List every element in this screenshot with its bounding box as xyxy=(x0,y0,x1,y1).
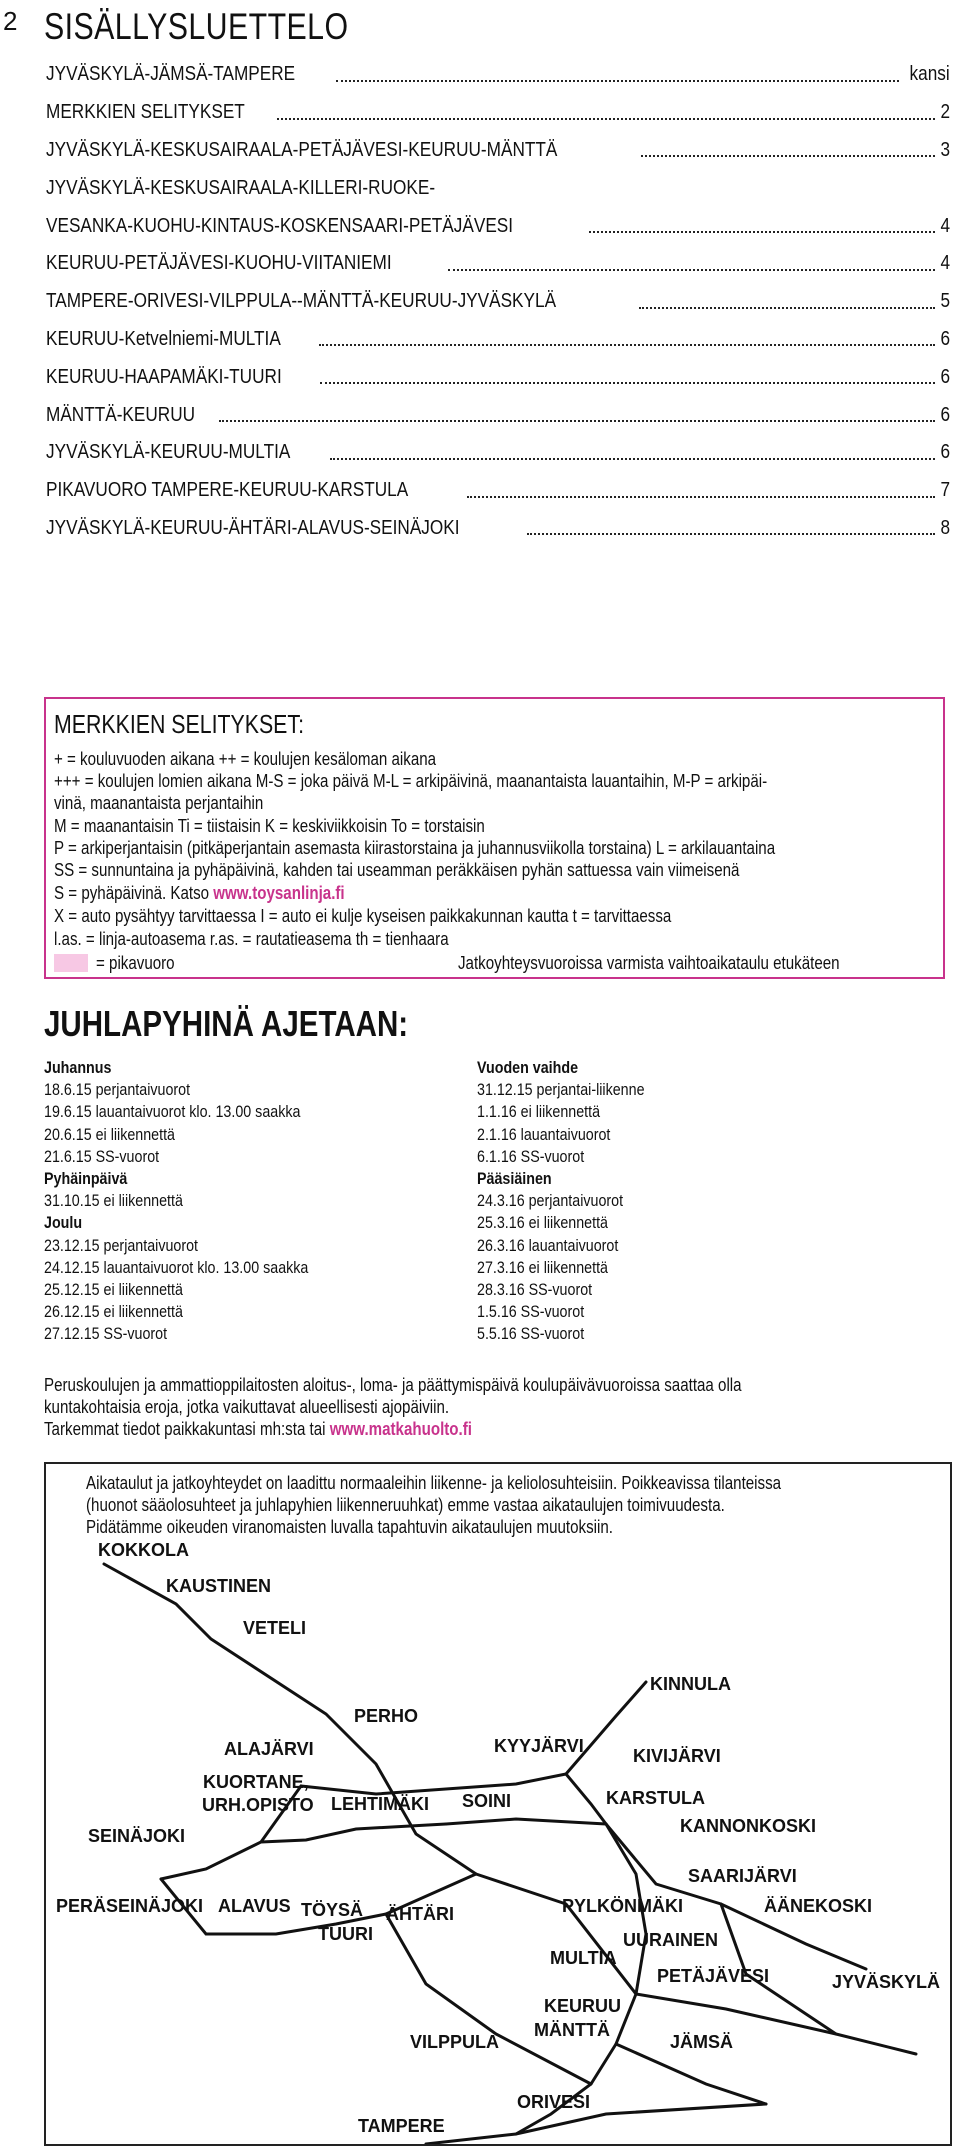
holiday-item: 24.3.16 perjantaivuorot xyxy=(477,1191,624,1211)
holiday-item: 27.12.15 SS-vuorot xyxy=(44,1324,168,1344)
route-map-box xyxy=(44,1462,952,2146)
city-veteli: VETELI xyxy=(243,1618,307,1638)
route-kuortane-soini xyxy=(261,1824,446,1842)
holiday-item: 31.12.15 perjantai-liikenne xyxy=(477,1080,645,1100)
city-multia: MULTIA xyxy=(550,1948,617,1968)
holiday-item: 28.3.16 SS-vuorot xyxy=(477,1280,593,1300)
holiday-item: 25.3.16 ei liikennettä xyxy=(477,1213,609,1233)
city-uurainen: UURAINEN xyxy=(623,1930,719,1950)
holidays-left-column xyxy=(44,1057,359,1346)
holiday-item: 24.12.15 lauantaivuorot klo. 13.00 saakka xyxy=(44,1257,309,1277)
toc-row[interactable]: PIKAVUORO TAMPERE-KEURUU-KARSTULA 7 xyxy=(46,479,950,502)
legend-line: vinä, maanantaista perjantaihin xyxy=(54,793,264,813)
holiday-item: 1.5.16 SS-vuorot xyxy=(477,1302,585,1322)
legend-line: + = kouluvuoden aikana ++ = koulujen kesäloman aikana xyxy=(54,749,437,769)
city-urh-opisto: URH.OPISTO xyxy=(202,1795,314,1815)
city-toysa: TÖYSÄ xyxy=(301,1900,364,1920)
holiday-item: 2.1.16 lauantaivuorot xyxy=(477,1124,611,1144)
legend-line: +++ = koulujen lomien aikana M-S = joka päivä M-L = arkipäivinä, maanantaista lauantaihin, M-P = arkipäi- xyxy=(54,771,768,791)
legend-line: SS = sunnuntaina ja pyhäpäivinä, kahden tai useamman peräkkäisen pyhän sattuessa vain viimeisenä xyxy=(54,860,740,880)
holiday-item: 31.10.15 ei liikennettä xyxy=(44,1191,183,1211)
holiday-item: 25.12.15 ei liikennettä xyxy=(44,1280,183,1300)
toc-row[interactable]: JYVÄSKYLÄ-KESKUSAIRAALA-KILLERI-RUOKE- xyxy=(46,176,436,199)
city-pylkonmaki: PYLKÖNMÄKI xyxy=(562,1896,683,1916)
city-keuruu: KEURUU xyxy=(544,1996,622,2016)
legend-line: = pikavuoro xyxy=(96,953,175,973)
route-map xyxy=(46,1464,950,2144)
legend-line: X = auto pysähtyy tarvittaessa I = auto ei kulje kyseisen paikkakunnan kautta t = tarvittaessa xyxy=(54,906,672,926)
route-tampere-jamsa xyxy=(426,2104,766,2144)
matkahuolto-link[interactable]: www.matkahuolto.fi xyxy=(329,1419,472,1439)
city-jyvaskyla: JYVÄSKYLÄ xyxy=(832,1972,941,1992)
city-orivesi: ORIVESI xyxy=(517,2092,591,2112)
legend-box xyxy=(44,697,945,979)
city-kannonkoski: KANNONKOSKI xyxy=(680,1816,817,1836)
route-kinnula-alajarvi xyxy=(301,1682,646,1794)
legend-title: MERKKIEN SELITYKSET: xyxy=(54,709,304,739)
holiday-heading: Juhannus xyxy=(44,1058,112,1077)
city-perho: PERHO xyxy=(354,1706,419,1726)
holiday-heading: Pyhäinpäivä xyxy=(44,1169,128,1189)
city-karstula: KARSTULA xyxy=(606,1788,705,1808)
route-lines xyxy=(104,1564,916,2144)
city-lehtimaki: LEHTIMÄKI xyxy=(331,1794,429,1814)
legend-line: l.as. = linja-autoasema r.as. = rautatieasema th = tienhaara xyxy=(54,929,449,949)
legend-line: P = arkiperjantaisin (pitkäperjantain asemasta kiirastorstaina ja juhannusviikolla torstaina) L = arkilauantaina xyxy=(54,838,776,858)
city-tampere: TAMPERE xyxy=(358,2116,445,2136)
holiday-item: 21.6.15 SS-vuorot xyxy=(44,1146,160,1166)
toc-row[interactable]: JYVÄSKYLÄ-JÄMSÄ-TAMPERE kansi xyxy=(46,63,950,86)
toc-row[interactable]: MERKKIEN SELITYKSET 2 xyxy=(46,101,950,124)
toc-row[interactable]: MÄNTTÄ-KEURUU 6 xyxy=(46,403,950,426)
city-alavus: ALAVUS xyxy=(218,1896,291,1916)
toc-row[interactable]: JYVÄSKYLÄ-KEURUU-ÄHTÄRI-ALAVUS-SEINÄJOKI 8 xyxy=(46,516,950,539)
holiday-item: 23.12.15 perjantaivuorot xyxy=(44,1235,199,1255)
pikavuoro-swatch xyxy=(54,954,88,972)
city-saarijarvi: SAARIJÄRVI xyxy=(688,1866,797,1886)
map-intro: Aikataulut ja jatkoyhteydet on laadittu normaaleihin liikenne- ja keliolosuhteisiin. Poikkeavissa tilanteissa (huonot sääolosuhteet ja juhlapyhien liikenneruuhkat) emme vastaa aikataulujen toimivuudesta. Pidätämme oikeuden viranomaisten luvalla tapahtuvin aikataulujen muutoksiin. xyxy=(86,1473,782,1537)
holiday-heading: Pääsiäinen xyxy=(477,1169,552,1189)
toc-row[interactable]: KEURUU-HAAPAMÄKI-TUURI 6 xyxy=(46,365,950,388)
toc-row[interactable]: KEURUU-PETÄJÄVESI-KUOHU-VIITANIEMI 4 xyxy=(46,252,950,275)
toc-row[interactable]: KEURUU-Ketvelniemi-MULTIA 6 xyxy=(46,327,950,350)
toc-row[interactable]: JYVÄSKYLÄ-KESKUSAIRAALA-PETÄJÄVESI-KEURUU-MÄNTTÄ 3 xyxy=(46,138,950,161)
route-keuruu-jamsa xyxy=(616,2044,766,2104)
holiday-heading: Joulu xyxy=(44,1213,83,1233)
toc-row[interactable]: VESANKA-KUOHU-KINTAUS-KOSKENSAARI-PETÄJÄVESI 4 xyxy=(46,214,950,237)
city-kivijarvi: KIVIJÄRVI xyxy=(633,1746,721,1766)
city-kuortane: KUORTANE, xyxy=(203,1772,309,1792)
city-kyyjarvi: KYYJÄRVI xyxy=(494,1736,584,1756)
toc-row[interactable]: JYVÄSKYLÄ-KEURUU-MULTIA 6 xyxy=(46,441,950,464)
city-seinajoki: SEINÄJOKI xyxy=(88,1826,186,1846)
holidays-right-column xyxy=(477,1057,676,1346)
city-jamsa: JÄMSÄ xyxy=(670,2032,734,2052)
legend-line: S = pyhäpäivinä. Katso www.toysanlinja.fi xyxy=(54,883,345,903)
holiday-item: 26.3.16 lauantaivuorot xyxy=(477,1235,619,1255)
holiday-item: 27.3.16 ei liikennettä xyxy=(477,1257,609,1277)
city-labels xyxy=(56,1540,940,2136)
holiday-item: 5.5.16 SS-vuorot xyxy=(477,1324,585,1344)
city-aanekoski: ÄÄNEKOSKI xyxy=(764,1896,873,1916)
page-number: 2 xyxy=(3,6,18,36)
route-soini-karstula xyxy=(446,1819,606,1824)
city-kaustinen: KAUSTINEN xyxy=(166,1576,272,1596)
legend-line: M = maanantaisin Ti = tiistaisin K = keskiviikkoisin To = torstaisin xyxy=(54,816,485,836)
holiday-item: 1.1.16 ei liikennettä xyxy=(477,1102,601,1122)
city-alajarvi: ALAJÄRVI xyxy=(224,1739,314,1759)
table-of-contents xyxy=(46,56,950,547)
holiday-item: 18.6.15 perjantaivuorot xyxy=(44,1080,191,1100)
holiday-item: 26.12.15 ei liikennettä xyxy=(44,1302,183,1322)
city-petajavesi: PETÄJÄVESI xyxy=(657,1966,770,1986)
city-soini: SOINI xyxy=(462,1791,512,1811)
city-kinnula: KINNULA xyxy=(650,1674,731,1694)
holiday-item: 19.6.15 lauantaivuorot klo. 13.00 saakka xyxy=(44,1102,301,1122)
school-note: Peruskoulujen ja ammattioppilaitosten aloitus-, loma- ja päättymispäivä koulupäivävuoroissa saattaa olla kuntakohtaisia eroja, jotka vaikuttavat alueellisesti ajopäiviin. Tarkemmat tiedot paikkakuntasi mh:sta tai www.matkahuolto.fi xyxy=(44,1375,742,1439)
toysanlinja-link[interactable]: www.toysanlinja.fi xyxy=(213,883,345,903)
city-ahtari: ÄHTÄRI xyxy=(386,1904,454,1924)
city-peraseinajoki: PERÄSEINÄJOKI xyxy=(56,1896,204,1916)
city-vilppula: VILPPULA xyxy=(410,2032,500,2052)
holiday-heading: Vuoden vaihde xyxy=(477,1058,579,1077)
city-mantta: MÄNTTÄ xyxy=(534,2020,610,2040)
page-title: SISÄLLYSLUETTELO xyxy=(44,6,349,47)
legend-line: Jatkoyhteysvuoroissa varmista vaihtoaikataulu etukäteen xyxy=(458,953,840,973)
holidays-title: JUHLAPYHINÄ AJETAAN: xyxy=(44,1003,409,1044)
city-kokkola: KOKKOLA xyxy=(98,1540,189,1560)
city-tuuri: TUURI xyxy=(318,1924,373,1944)
holiday-item: 20.6.15 ei liikennettä xyxy=(44,1124,176,1144)
route-kyyjarvi-karstula xyxy=(566,1774,606,1824)
holiday-item: 6.1.16 SS-vuorot xyxy=(477,1146,585,1166)
toc-row[interactable]: TAMPERE-ORIVESI-VILPPULA--MÄNTTÄ-KEURUU-JYVÄSKYLÄ 5 xyxy=(46,290,950,313)
